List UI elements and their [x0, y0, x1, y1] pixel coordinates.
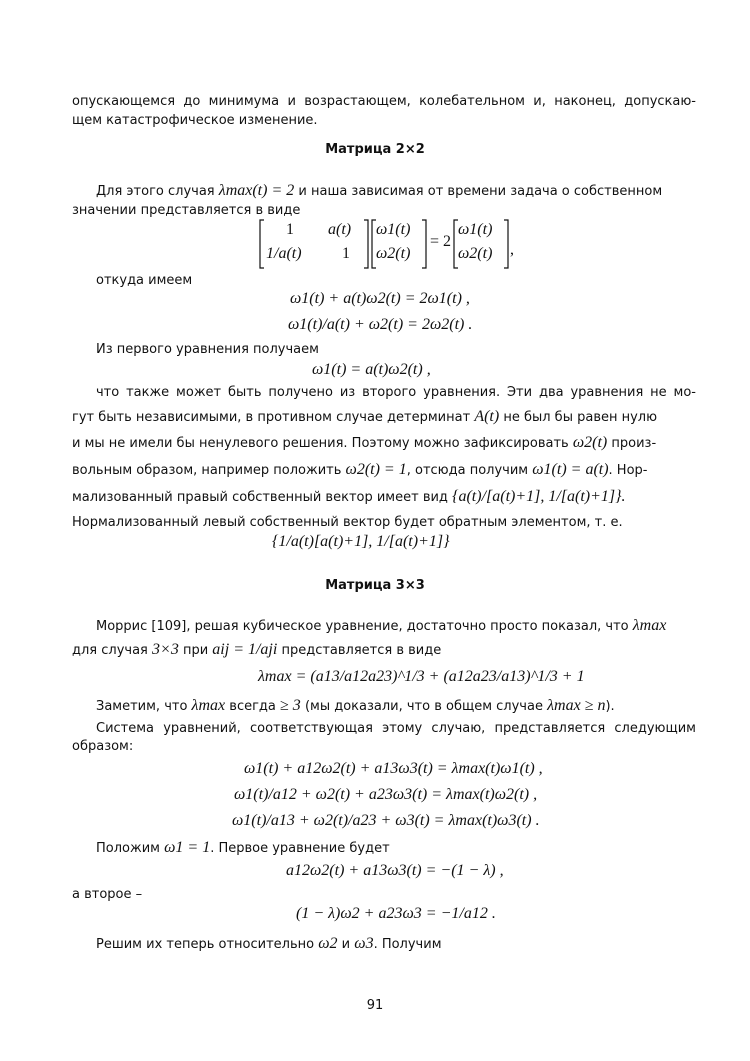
paragraph-line-2: гут быть независимыми, в противном случае детерминат A(t) не был бы равен нулю [72, 408, 658, 425]
trailing-comma: , [510, 241, 514, 258]
morris-line-1: Моррис [109], решая кубическое уравнение, достаточно просто показал, что λmax [96, 617, 667, 634]
formula-geq-3: ≥ 3 [280, 697, 301, 714]
whence-text: откуда имеем [96, 273, 193, 288]
intro-line-1: опускающемся до минимума и возрастающем, колебательном и, наконец, допускаю- [72, 94, 696, 109]
system-intro-line-1: Система уравнений, соответствующая этому случаю, представляется следующим [96, 721, 696, 736]
put-line: Положим ω1 = 1. Первое уравнение будет [96, 839, 390, 856]
morris-line-2: для случая 3×3 при aij = 1/aji представляется в виде [72, 641, 442, 658]
formula-omega3: ω3 [354, 935, 374, 952]
equation-first: a12ω2(t) + a13ω3(t) = −(1 − λ) , [286, 862, 504, 879]
result-element-2: ω2(t) [458, 245, 493, 262]
formula-lambda-geq-n: λmax ≥ n [547, 697, 606, 714]
equation-2: ω1(t)/a(t) + ω2(t) = 2ω2(t) . [288, 316, 473, 333]
vector-element-2: ω2(t) [376, 245, 411, 262]
second-text: а второе – [72, 887, 143, 902]
equation-1: ω1(t) + a(t)ω2(t) = 2ω1(t) , [290, 290, 470, 307]
paragraph-line-6: Нормализованный левый собственный вектор будет обратным элементом, т. е. [72, 515, 623, 530]
formula-lambda-max-equals-2: λmax(t) = 2 [218, 182, 295, 199]
section-heading-3x3: Матрица 3×3 [325, 578, 425, 593]
formula-aij-reciprocal: aij = 1/aji [212, 641, 278, 658]
paragraph-2x2-line-2: значении представляется в виде [72, 203, 301, 218]
matrix-cell-12: a(t) [328, 221, 352, 238]
formula-lambda-max: λmax [632, 617, 667, 634]
equation-left-eigenvector: {1/a(t)[a(t)+1], 1/[a(t)+1]} [272, 533, 450, 550]
formula-lambda-max-note: λmax [191, 697, 226, 714]
formula-omega2-t: ω2(t) [572, 434, 608, 451]
result-element-1: ω1(t) [458, 221, 493, 238]
matrix-cell-22: 1 [342, 245, 350, 262]
formula-A-t: A(t) [474, 408, 500, 425]
note-line: Заметим, что λmax всегда ≥ 3 (мы доказали, что в общем случае λmax ≥ n). [96, 697, 615, 714]
formula-omega1-equals-1: ω1 = 1 [164, 839, 211, 856]
system-equation-3: ω1(t)/a13 + ω2(t)/a23 + ω3(t) = λmax(t)ω3(t) . [232, 812, 540, 829]
formula-omega1-equals-a: ω1(t) = a(t) [532, 461, 609, 478]
vector-element-1: ω1(t) [376, 221, 411, 238]
solve-line: Решим их теперь относительно ω2 и ω3. Получим [96, 935, 442, 952]
formula-3x3: 3×3 [152, 641, 179, 658]
formula-omega2-equals-1: ω2(t) = 1 [345, 461, 407, 478]
equation-3: ω1(t) = a(t)ω2(t) , [312, 361, 431, 378]
paragraph-line-4: вольным образом, например положить ω2(t) = 1, отсюда получим ω1(t) = a(t). Нор- [72, 461, 648, 478]
page-number: 91 [366, 998, 384, 1013]
intro-line-2: щем катастрофическое изменение. [72, 113, 318, 128]
system-equation-1: ω1(t) + a12ω2(t) + a13ω3(t) = λmax(t)ω1(t) , [244, 760, 543, 777]
matrix-cell-21: 1/a(t) [266, 245, 302, 262]
system-intro-line-2: образом: [72, 739, 134, 754]
equation-lambda-max: λmax = (a13/a12a23)^1/3 + (a12a23/a13)^1/3 + 1 [258, 668, 585, 685]
matrix-cell-11: 1 [286, 221, 294, 238]
from-first-text: Из первого уравнения получаем [96, 342, 319, 357]
equals-two: = 2 [430, 233, 452, 250]
paragraph-line-3: и мы не имели бы ненулевого решения. Поэтому можно зафиксировать ω2(t) произ- [72, 434, 657, 451]
system-equation-2: ω1(t)/a12 + ω2(t) + a23ω3(t) = λmax(t)ω2(t) , [234, 786, 538, 803]
paragraph-line-1: что также может быть получено из второго уравнения. Эти два уравнения не мо- [96, 385, 696, 400]
formula-right-eigenvector: {a(t)/[a(t)+1], 1/[a(t)+1]}. [452, 488, 626, 505]
paragraph-line-5: мализованный правый собственный вектор имеет вид {a(t)/[a(t)+1], 1/[a(t)+1]}. [72, 488, 626, 505]
equation-second: (1 − λ)ω2 + a23ω3 = −1/a12 . [296, 905, 496, 922]
matrix-equation-2x2 [258, 219, 522, 269]
section-heading-2x2: Матрица 2×2 [325, 142, 425, 157]
formula-omega2: ω2 [318, 935, 338, 952]
paragraph-2x2-line-1: Для этого случая λmax(t) = 2 и наша зависимая от времени задача о собственном [96, 182, 663, 199]
